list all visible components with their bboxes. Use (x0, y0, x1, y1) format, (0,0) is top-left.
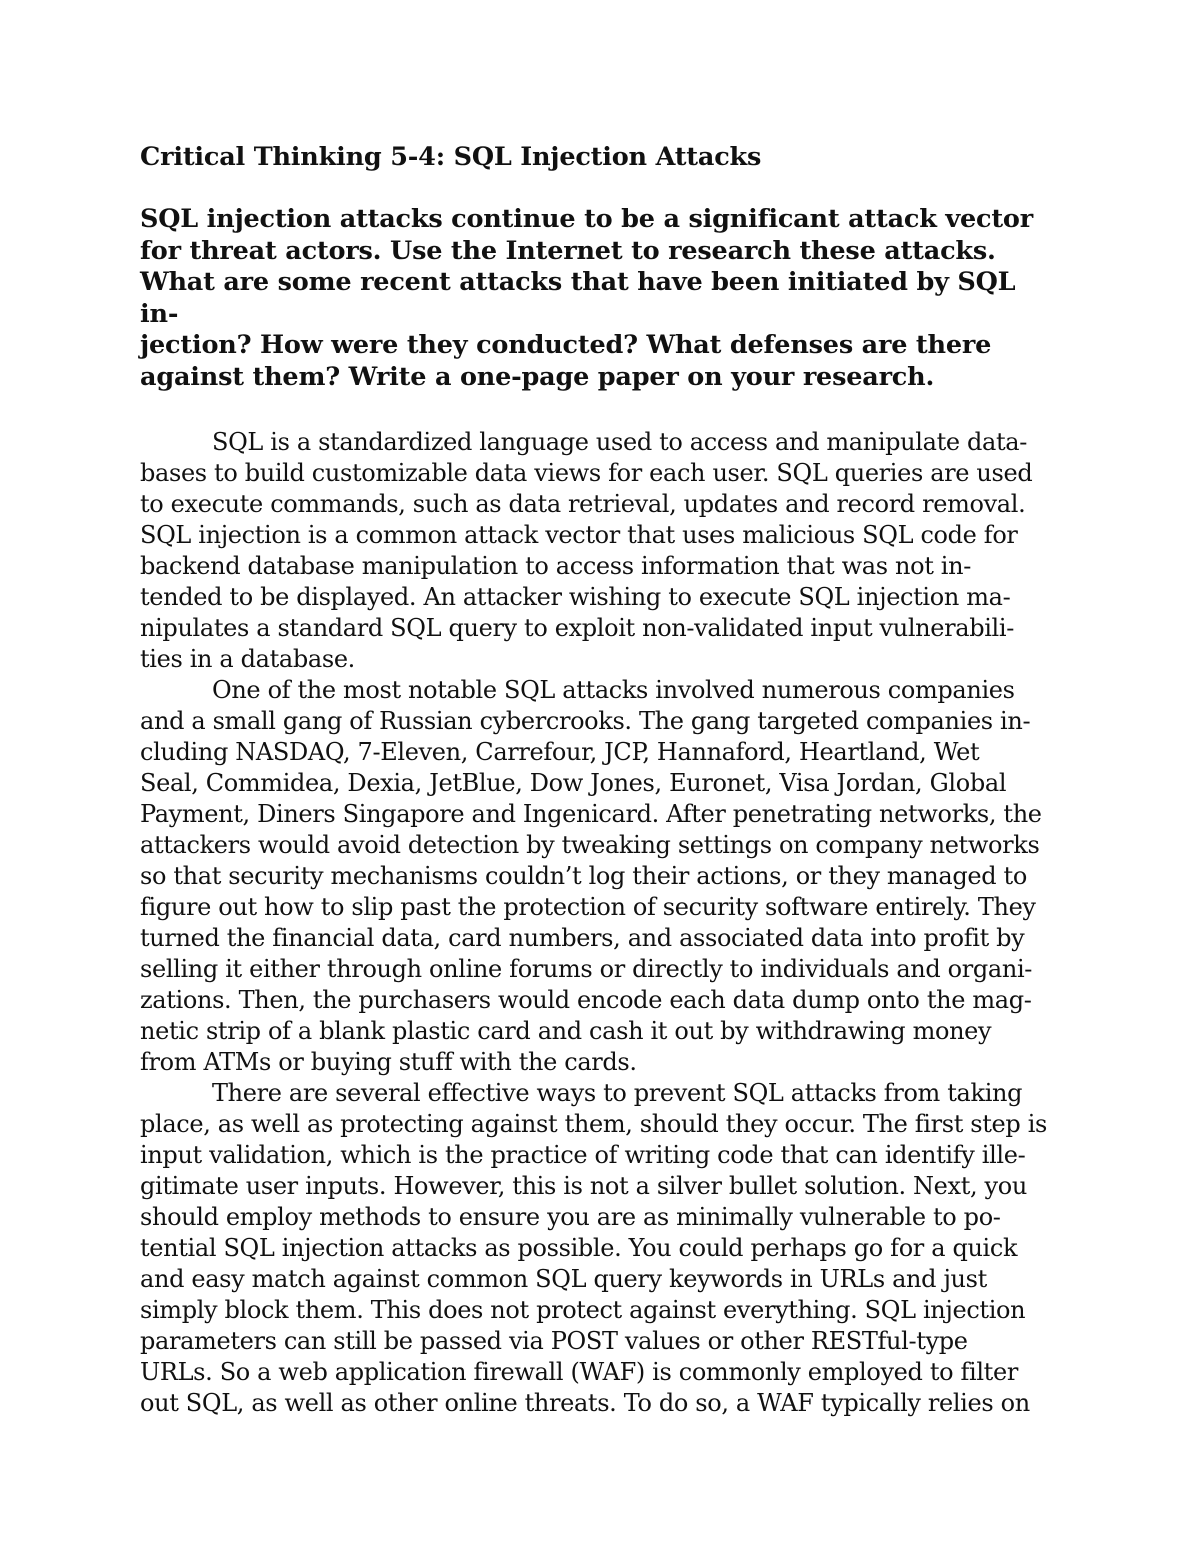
assignment-prompt: SQL injection attacks continue to be a significant attack vector for threat actors. Use the Internet to research these attacks. What are some recent attacks that have been initiated by SQL in- jection? How were they conducted? What defenses are there against them? Write a one-page paper on your research. (140, 204, 1033, 392)
paragraph-notable-attacks: One of the most notable SQL attacks involved numerous companies and a small gang of Russian cybercrooks. The gang targeted companies in- cluding NASDAQ, 7-Eleven, Carrefour, JCP, Hannaford, Heartland, Wet Seal, Commidea, Dexia, JetBlue, Dow Jones, Euronet, Visa Jordan, Global Payment, Diners Singapore and Ingenicard. After penetrating networks, the attackers would avoid detection by tweaking settings on company networks so that security mechanisms couldn’t log their actions, or they managed to figure out how to slip past the protection of security software entirely. They turned the financial data, card numbers, and associated data into profit by selling it either through online forums or directly to individuals and organi- zations. Then, the purchasers would encode each data dump onto the mag- netic strip of a blank plastic card and cash it out by withdrawing money from ATMs or buying stuff with the cards. (140, 676, 1042, 1076)
document-content (140, 140, 1060, 1419)
paragraph-defenses: There are several effective ways to prevent SQL attacks from taking place, as well as protecting against them, should they occur. The first step is input validation, which is the practice of writing code that can identify ille- gitimate user inputs. However, this is not a silver bullet solution. Next, you should employ methods to ensure you are as minimally vulnerable to po- tential SQL injection attacks as possible. You could perhaps go for a quick and easy match against common SQL query keywords in URLs and just simply block them. This does not protect against everything. SQL injection parameters can still be passed via POST values or other RESTful-type URLs. So a web application firewall (WAF) is commonly employed to filter out SQL, as well as other online threats. To do so, a WAF typically relies on (140, 1079, 1047, 1417)
paragraph-sql-overview: SQL is a standardized language used to access and manipulate data- bases to build customizable data views for each user. SQL queries are used to execute commands, such as data retrieval, updates and record removal. SQL injection is a common attack vector that uses malicious SQL code for backend database manipulation to access information that was not in- tended to be displayed. An attacker wishing to execute SQL injection ma- nipulates a standard SQL query to exploit non-validated input vulnerabili- ties in a database. (140, 428, 1033, 673)
document-title: Critical Thinking 5-4: SQL Injection Attacks (140, 142, 762, 172)
